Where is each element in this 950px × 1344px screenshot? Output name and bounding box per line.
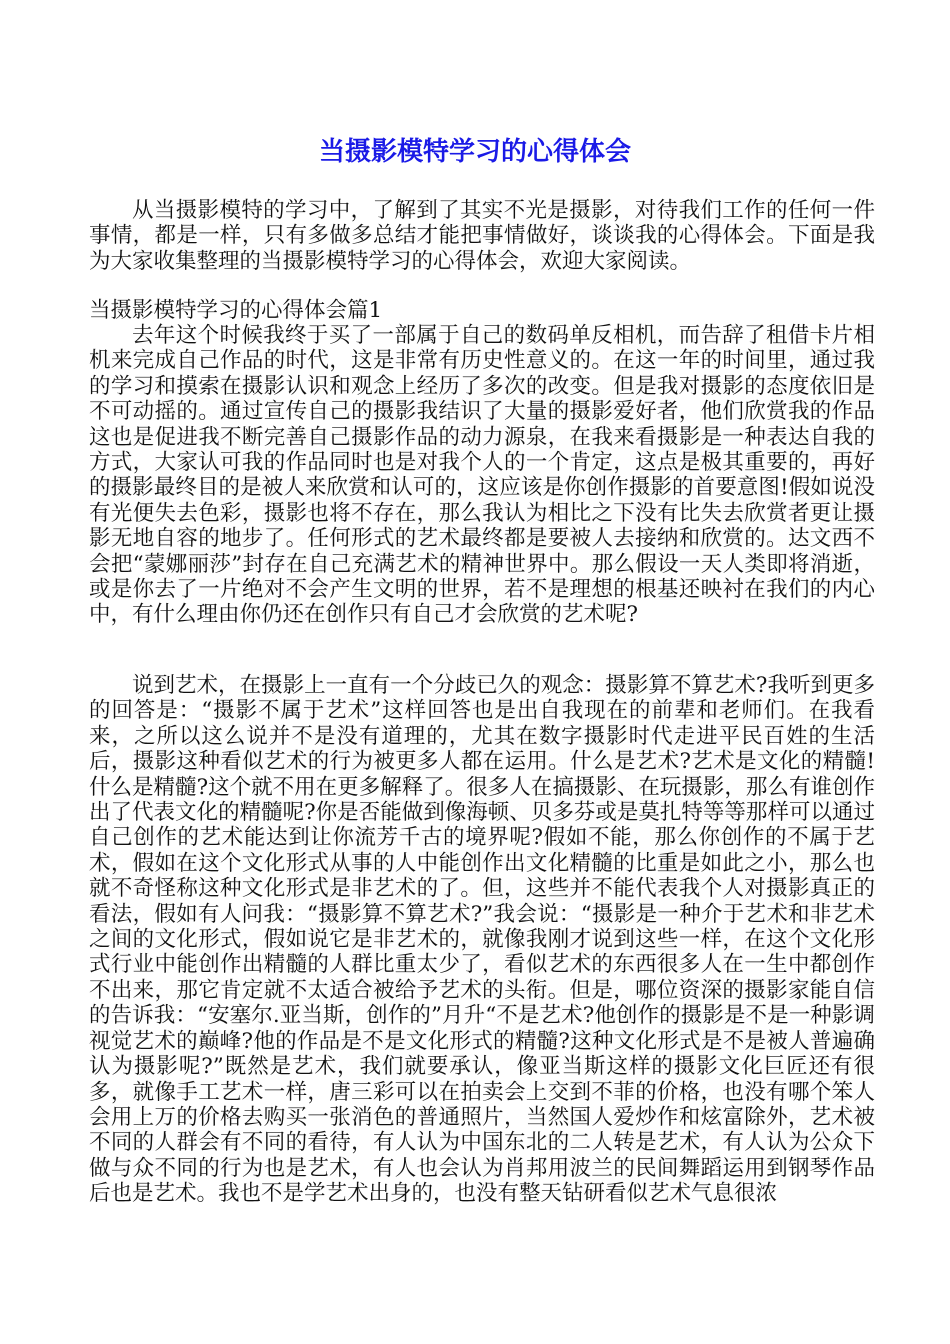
intro-paragraph: 从当摄影模特的学习中，了解到了其实不光是摄影，对待我们工作的任何一件事情，都是一样，只有多做多总结才能把事情做好，谈谈我的心得体会。下面是我为大家收集整理的当摄影模特学习的心得体会，欢迎大家阅读。 [89,198,875,274]
section-heading: 当摄影模特学习的心得体会篇1 [89,298,383,323]
body-paragraph-1: 去年这个时候我终于买了一部属于自己的数码单反相机，而告辞了租借卡片相机来完成自己作品的时代，这是非常有历史性意义的。在这一年的时间里，通过我的学习和摸索在摄影认识和观念上经历了多次的改变。但是我对摄影的态度依旧是不可动摇的。通过宣传自己的摄影我结识了大量的摄影爱好者，他们欣赏我的作品这也是促进我不断完善自己摄影作品的动力源泉，在我来看摄影是一种表达自我的方式，大家认可我的作品同时也是对我个人的一个肯定，这点是极其重要的，再好的摄影最终目的是被人来欣赏和认可的，这应该是你创作摄影的首要意图!假如说没有光便失去色彩，摄影也将不存在，那么我认为相比之下没有比失去欣赏者更让摄影无地自容的地步了。任何形式的艺术最终都是要被人去接纳和欣赏的。达文西不会把“蒙娜丽莎”封存在自己充满艺术的精神世界中。那么假设一天人类即将消逝，或是你去了一片绝对不会产生文明的世界，若不是理想的根基还映衬在我们的内心中，有什么理由你仍还在创作只有自己才会欣赏的艺术呢? [89,323,875,628]
body-paragraph-2: 说到艺术，在摄影上一直有一个分歧已久的观念：摄影算不算艺术?我听到更多的回答是：“摄影不属于艺术”这样回答也是出自我现在的前辈和老师们。在我看来，之所以这么说并不是没有道理的，尤其在数字摄影时代走进平民百姓的生活后，摄影这种看似艺术的行为被更多人都在运用。什么是艺术?艺术是文化的精髓!什么是精髓?这个就不用在更多解释了。很多人在搞摄影、在玩摄影，那么有谁创作出了代表文化的精髓呢?你是否能做到像海顿、贝多芬或是莫扎特等等那样可以通过自己创作的艺术能达到让你流芳千古的境界呢?假如不能，那么你创作的不属于艺术，假如在这个文化形式从事的人中能创作出文化精髓的比重是如此之小，那么也就不奇怪称这种文化形式是非艺术的了。但，这些并不能代表我个人对摄影真正的看法，假如有人问我：“摄影算不算艺术?”我会说：“摄影是一种介于艺术和非艺术之间的文化形式，假如说它是非艺术的，就像我刚才说到这些一样，在这个文化形式行业中能创作出精髓的人群比重太少了，看似艺术的东西很多人在一生中都创作不出来，那它肯定就不太适合被给予艺术的头衔。但是，哪位资深的摄影家能自信的告诉我：“安塞尔.亚当斯，创作的”月升“不是艺术?他创作的摄影是不是一种影调视觉艺术的巅峰?他的作品是不是文化形式的精髓?这种文化形式是不是被人普遍确认为摄影呢?”既然是艺术，我们就要承认，像亚当斯这样的摄影文化巨匠还有很多，就像手工艺术一样，唐三彩可以在拍卖会上交到不菲的价格，也没有哪个笨人会用上万的价格去购买一张消色的普通照片，当然国人爱炒作和炫富除外，艺术被不同的人群会有不同的看待，有人认为中国东北的二人转是艺术，有人认为公众下做与众不同的行为也是艺术，有人也会认为肖邦用波兰的民间舞蹈运用到钢琴作品后也是艺术。我也不是学艺术出身的，也没有整天钻研看似艺术气息很浓 [89,673,875,1207]
document-title: 当摄影模特学习的心得体会 [318,137,631,167]
